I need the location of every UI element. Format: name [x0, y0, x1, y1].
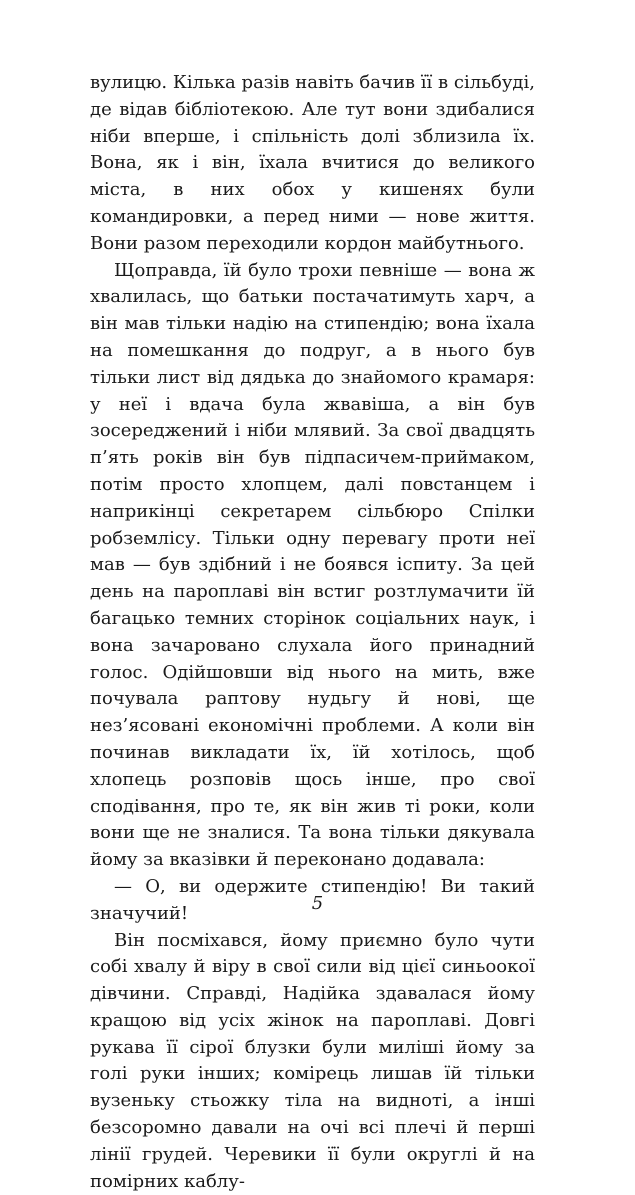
paragraph-4: Він посміхався, йому приємно було чути собі хвалу й віру в свої сили від цієї синьоокої дівчини. Справді, Надійка здавалася йому кращою від усіх жінок на пароплаві. Довгі рукава її сірої блузки були миліші йому за голі руки інших; комірець лишав їй тільки вузеньку стьожку тіла на видноті, а інші безсоромно давали на очі всі плечі й перші лінії грудей. Черевики її були округлі й на помірних каблу-	[90, 928, 535, 1195]
paragraph-1: вулицю. Кілька разів навіть бачив її в сільбуді, де відав бібліотекою. Але тут вони здибалися ніби вперше, і спільність долі зблизила їх. Вона, як і він, їхала вчитися до великого міста, в них обох у кишенях були командировки, а перед ними — нове життя. Вони разом переходили кордон майбутнього.	[90, 70, 535, 258]
paragraph-2: Щоправда, їй було трохи певніше — вона ж хвалилась, що батьки постачатимуть харч, а він мав тільки надію на стипендію; вона їхала на помешкання до подруг, а в нього був тільки лист від дядька до знайомого крамаря: у неї і вдача була жвавіша, а він був зосереджений і ніби млявий. За свої двадцять п’ять років він був підпасичем-приймаком, потім просто хлопцем, далі повстанцем і наприкінці секретарем сільбюро Спілки робземлісу. Тільки одну перевагу проти неї мав — був здібний і не боявся іспиту. За цей день на пароплаві він встиг розтлумачити їй багацько темних сторінок соціальних наук, і вона зачаровано слухала його принадний голос. Одійшовши від нього на мить, вже почувала раптову нудьгу й нові, ще нез’ясовані економічні проблеми. А коли він починав викладати їх, їй хотілось, щоб хлопець розповів щось інше, про свої сподівання, про те, як він жив ті роки, коли вони ще не зналися. Та вона тільки дякувала йому за вказівки й переконано додавала:	[90, 258, 535, 874]
dialogue-line: — О, ви одержите стипендію! Ви такий значучий!	[90, 874, 535, 928]
book-page-text	[90, 70, 535, 1195]
page-number: 5	[0, 893, 635, 914]
